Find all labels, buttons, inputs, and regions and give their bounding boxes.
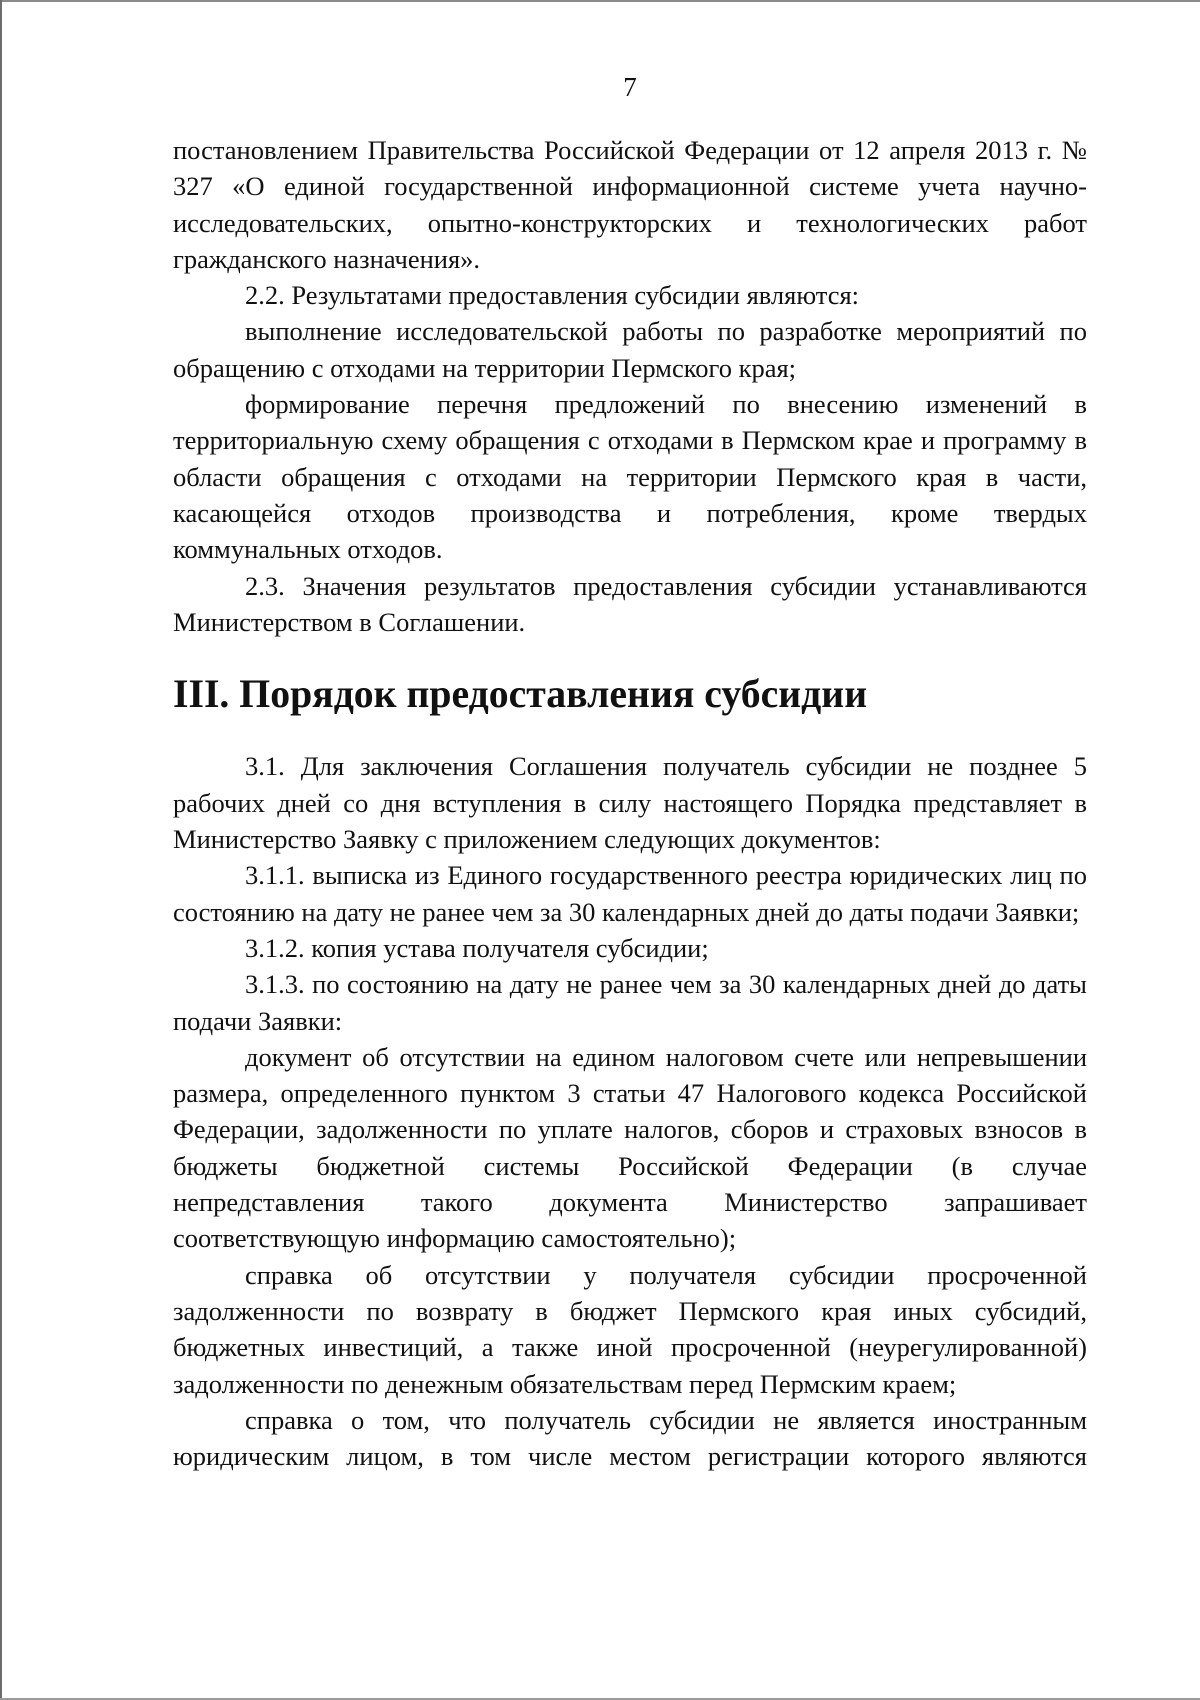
- scan-edge-left: [0, 0, 2, 1700]
- paragraph: 3.1.1. выписка из Единого государственного реестра юридических лиц по состоянию на дату не ранее чем за 30 календарных дней до даты подачи Заявки;: [173, 860, 1087, 927]
- paragraph: 3.1.3. по состоянию на дату не ранее чем за 30 календарных дней до даты подачи Заявки:: [173, 969, 1087, 1036]
- page-number: 7: [623, 72, 637, 102]
- scan-edge-top: [0, 0, 1200, 2]
- paragraph: документ об отсутствии на едином налоговом счете или непревышении размера, определенного пунктом 3 статьи 47 Налогового кодекса Российской Федерации, задолженности по уплате налогов, сборов и страховых взносов в бюджеты бюджетной системы Российской Федерации (в случае непредставления такого документа Министерство запрашивает соответствующую информацию самостоятельно);: [173, 1041, 1087, 1254]
- paragraph: справка о том, что получатель субсидии не является иностранным юридическим лицом, в том числе местом регистрации которого являются: [173, 1404, 1087, 1472]
- paragraph: постановлением Правительства Российской Федерации от 12 апреля 2013 г. № 327 «О единой государственной информационной системе учета научно-исследовательских, опытно-конструкторских и технологических работ гражданского назначения».: [173, 135, 1087, 274]
- paragraph: 2.2. Результатами предоставления субсидии являются:: [245, 280, 860, 311]
- paragraph: 2.3. Значения результатов предоставления субсидии устанавливаются Министерством в Соглашении.: [173, 570, 1087, 637]
- paragraph: 3.1. Для заключения Соглашения получатель субсидии не позднее 5 рабочих дней со дня вступления в силу настоящего Порядка представляет в Министерство Заявку с приложением следующих документов:: [173, 751, 1087, 855]
- paragraph: 3.1.2. копия устава получателя субсидии;: [245, 932, 709, 963]
- paragraph: формирование перечня предложений по внесению изменений в территориальную схему обращения с отходами в Пермском крае и программу в области обращения с отходами на территории Пермского края в части, касающейся отходов производства и потребления, кроме твердых коммунальных отходов.: [173, 389, 1087, 565]
- paragraph: справка об отсутствии у получателя субсидии просроченной задолженности по возврату в бюджет Пермского края иных субсидий, бюджетных инвестиций, а также иной просроченной (неурегулированной) задолженности по денежным обязательствам перед Пермским краем;: [173, 1259, 1087, 1399]
- paragraph: выполнение исследовательской работы по разработке мероприятий по обращению с отходами на территории Пермского края;: [173, 316, 1087, 383]
- section-heading: III. Порядок предоставления субсидии: [173, 672, 868, 717]
- document-body: [173, 132, 1087, 1474]
